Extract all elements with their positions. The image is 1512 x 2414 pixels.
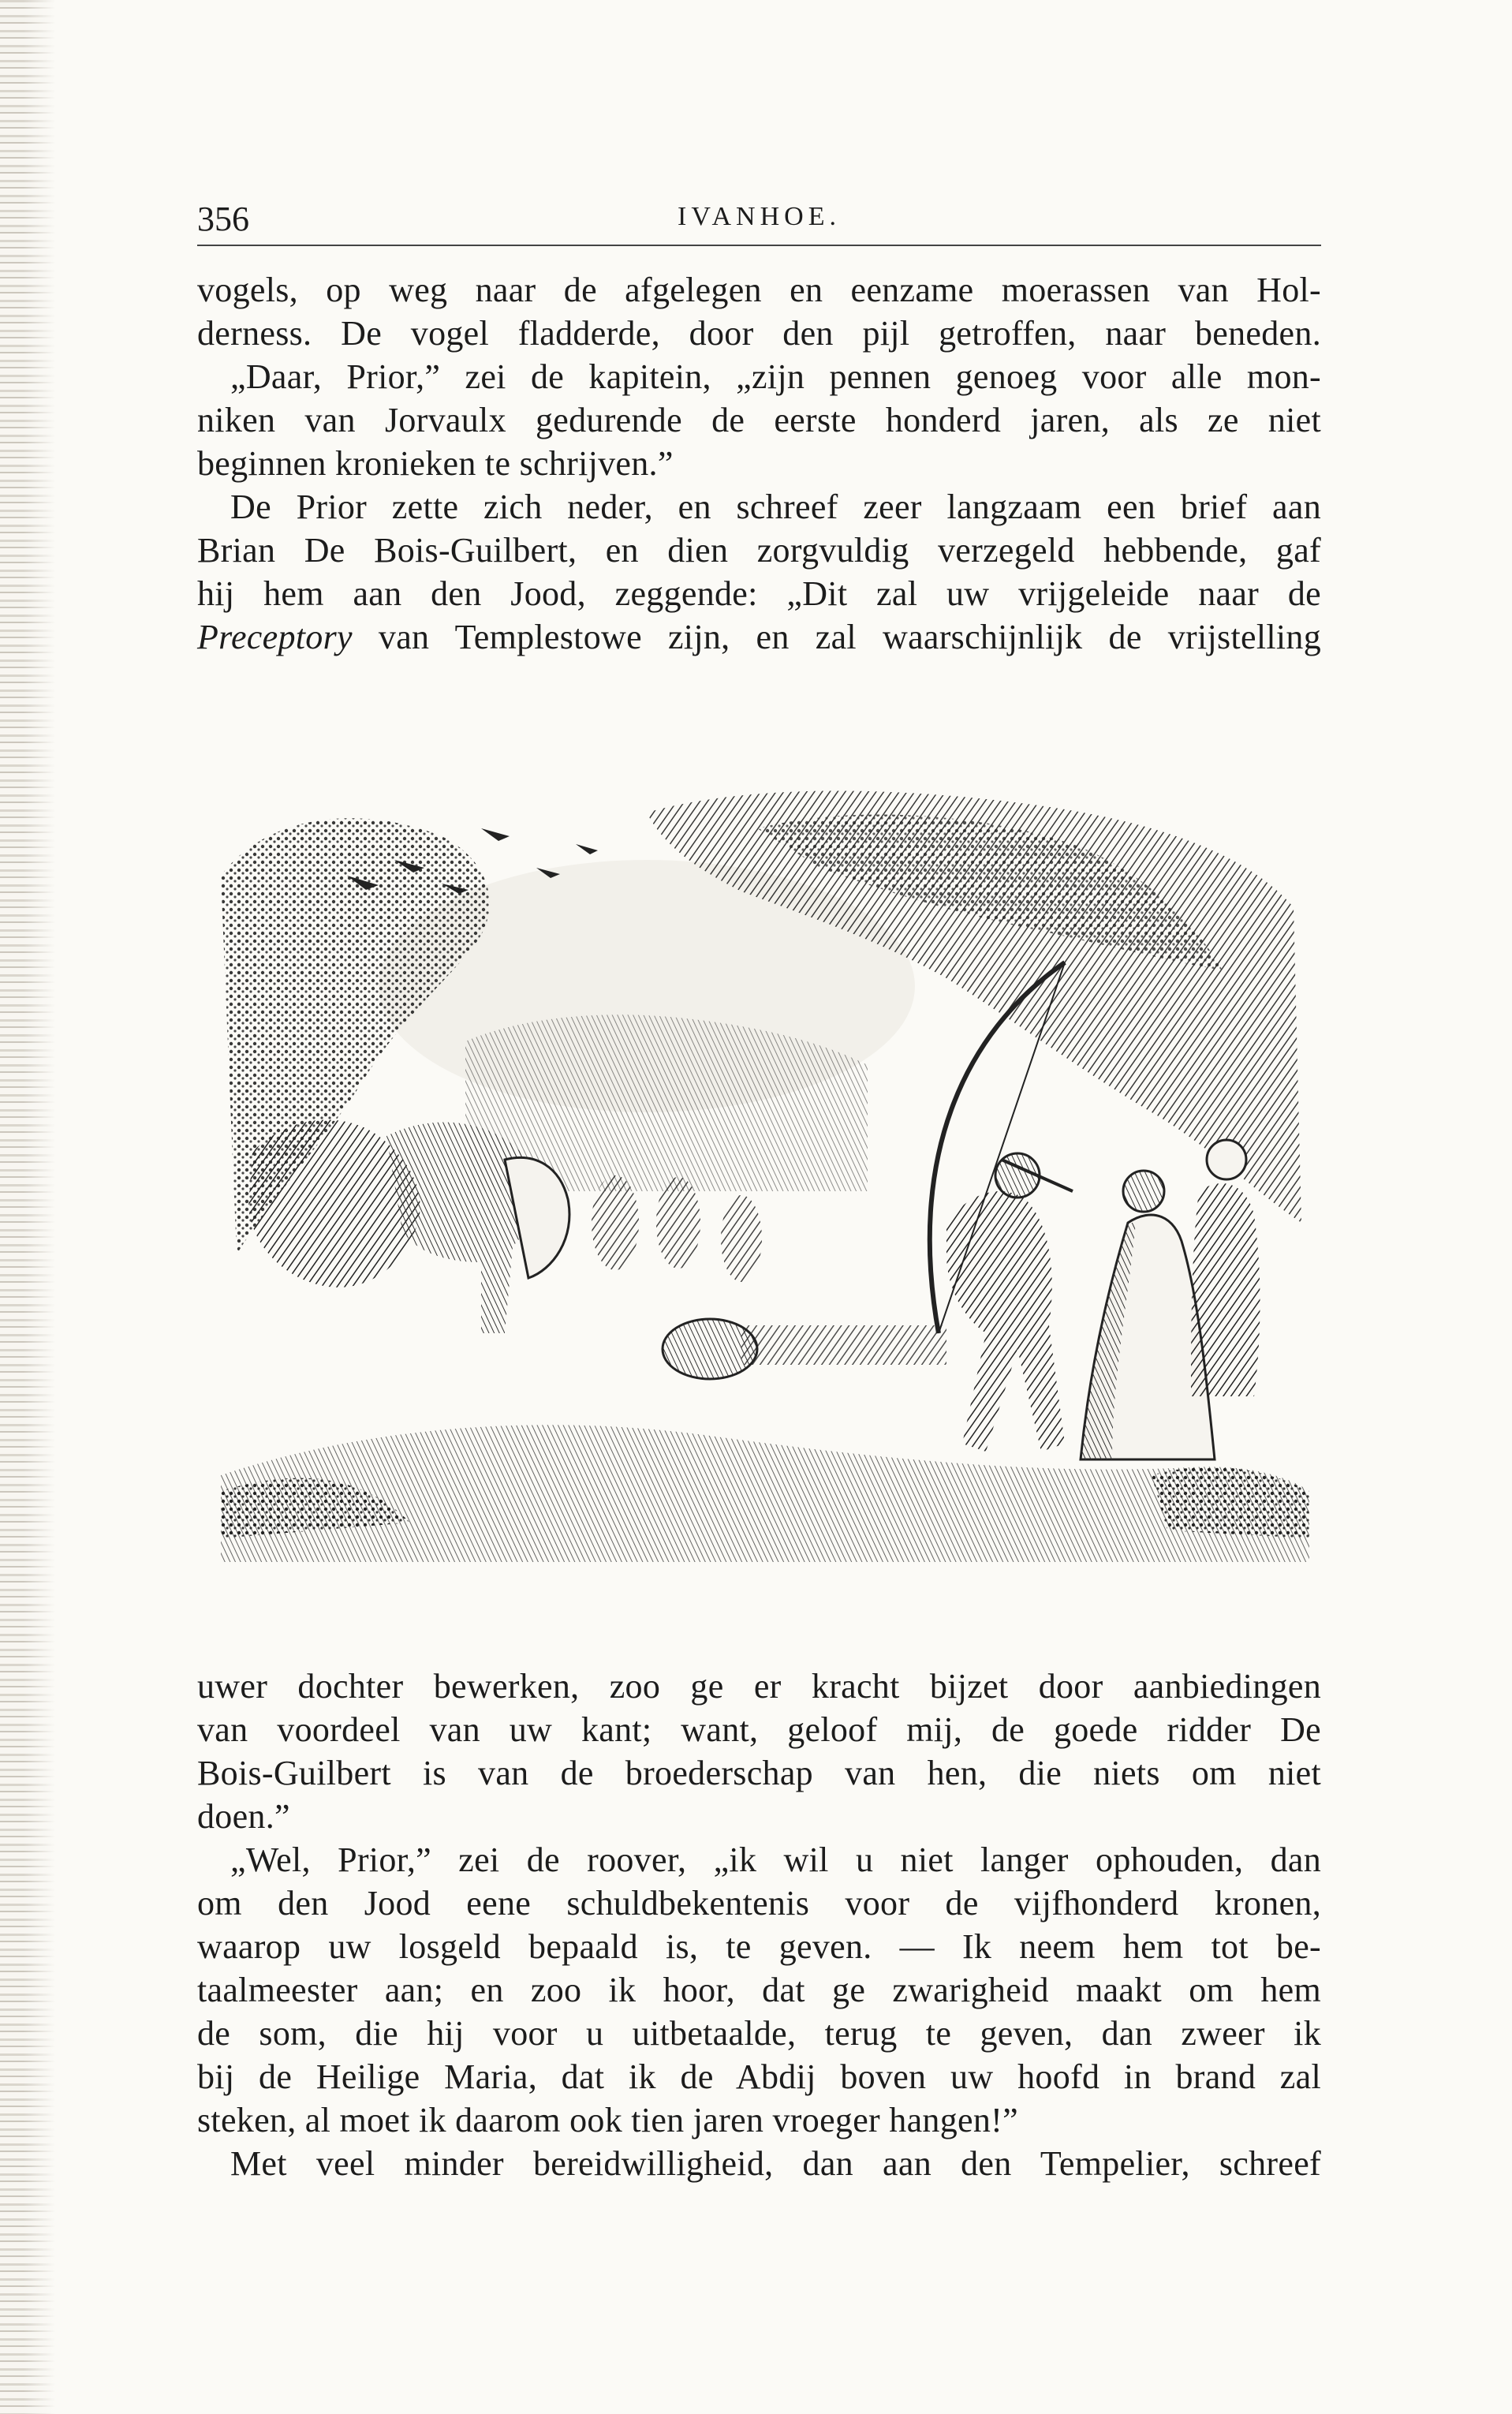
page-number: 356: [197, 200, 249, 238]
text-line: om den Jood eene schuldbekentenis voor de vijfhonderd kronen,: [197, 1884, 1321, 1923]
text-line: uwer dochter bewerken, zoo ge er kracht bijzet door aanbiedingen: [197, 1667, 1321, 1706]
book-spine-edge: [0, 0, 55, 2414]
text-line: derness. De vogel fladderde, door den pijl getroffen, naar beneden.: [197, 314, 1321, 353]
illustration: [205, 781, 1317, 1562]
text-line: Brian De Bois-Guilbert, en dien zorgvuldig verzegeld hebbende, gaf: [197, 531, 1321, 570]
text-line: hij hem aan den Jood, zeggende: „Dit zal uw vrijgeleide naar de: [197, 574, 1321, 613]
line-rest: van Templestowe zijn, en zal waarschijnlijk de vrijstelling: [352, 618, 1321, 656]
running-title: IVANHOE.: [678, 202, 841, 231]
text-line: bij de Heilige Maria, dat ik de Abdij boven uw hoofd in brand zal: [197, 2057, 1321, 2096]
text-line: „Daar, Prior,” zei de kapitein, „zijn pennen genoeg voor alle mon-: [230, 357, 1321, 396]
text-line: „Wel, Prior,” zei de roover, „ik wil u niet langer ophouden, dan: [230, 1840, 1321, 1879]
text-line: van voordeel van uw kant; want, geloof mij, de goede ridder De: [197, 1710, 1321, 1749]
text-line: vogels, op weg naar de afgelegen en eenzame moerassen van Hol-: [197, 271, 1321, 309]
text-line: doen.”: [197, 1797, 290, 1836]
text-line: Bois-Guilbert is van de broederschap van hen, die niets om niet: [197, 1754, 1321, 1792]
text-line: steken, al moet ik daarom ook tien jaren vroeger hangen!”: [197, 2101, 1018, 2139]
text-line: De Prior zette zich neder, en schreef zeer langzaam een brief aan: [230, 488, 1321, 526]
italic-word: Preceptory: [197, 618, 353, 656]
engraving-archer-forest-illustration: [205, 781, 1317, 1562]
text-line: Met veel minder bereidwilligheid, dan aan den Tempelier, schreef: [230, 2144, 1321, 2183]
top-paragraphs: [197, 268, 1321, 659]
text-line: de som, die hij voor u uitbetaalde, terug te geven, dan zweer ik: [197, 2014, 1321, 2053]
text-line: beginnen kronieken te schrijven.”: [197, 444, 674, 483]
text-line: niken van Jorvaulx gedurende de eerste honderd jaren, als ze niet: [197, 401, 1321, 439]
text-line: waarop uw losgeld bepaald is, te geven. — Ik neem hem tot be-: [197, 1927, 1321, 1966]
bottom-paragraphs: [197, 1665, 1321, 2185]
page-header: [197, 197, 1321, 246]
text-line: [197, 615, 1321, 659]
text-line: taalmeester aan; en zoo ik hoor, dat ge zwarigheid maakt om hem: [197, 1971, 1321, 2009]
